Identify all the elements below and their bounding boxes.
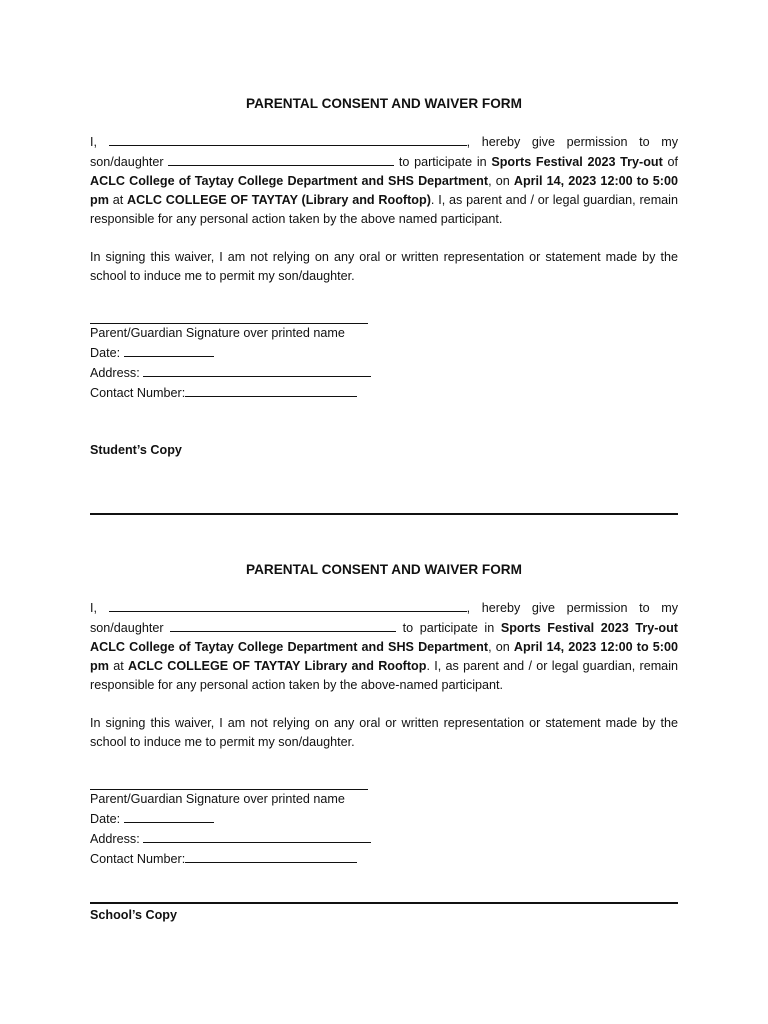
event-venue: ACLC COLLEGE OF TAYTAY (Library and Rooftop) — [127, 193, 431, 207]
signature-label: Parent/Guardian Signature over printed name — [90, 792, 345, 806]
signature-block — [90, 308, 678, 403]
text-participate: to participate in — [396, 621, 501, 635]
date-field — [90, 343, 678, 363]
date-label: Date: — [90, 812, 124, 826]
text-on: , on — [488, 640, 514, 654]
event-datetime: April 14, 2023 12:00 to 5:00 pm — [90, 174, 678, 207]
address-blank[interactable] — [143, 829, 371, 843]
child-name-blank[interactable] — [168, 152, 394, 166]
text-on: , on — [488, 174, 514, 188]
contact-blank[interactable] — [185, 849, 357, 863]
signature-line[interactable] — [90, 308, 368, 324]
signature-line[interactable] — [90, 774, 368, 790]
date-blank[interactable] — [124, 343, 214, 357]
event-name: Sports Festival 2023 Try-out — [500, 621, 679, 635]
permission-paragraph — [90, 598, 678, 695]
waiver-paragraph: In signing this waiver, I am not relying on any oral or written representation or statement made by the school to induce me to permit my son/daughter. — [90, 250, 678, 283]
address-label: Address: — [90, 832, 144, 846]
text-at: at — [108, 659, 128, 673]
date-label: Date: — [90, 346, 124, 360]
waiver-paragraph: In signing this waiver, I am not relying on any oral or written representation or statement made by the school to induce me to permit my son/daughter. — [90, 716, 678, 749]
contact-field — [90, 849, 678, 869]
child-name-blank[interactable] — [170, 618, 396, 632]
text-participate: to participate in — [394, 155, 492, 169]
date-field — [90, 809, 678, 829]
text-at: at — [108, 193, 128, 207]
organization-name: ACLC College of Taytay College Department and SHS Department — [90, 174, 489, 188]
text-i: I, — [90, 601, 97, 615]
cut-divider — [90, 513, 678, 515]
consent-form-school — [90, 560, 678, 869]
permission-paragraph — [90, 132, 678, 229]
address-field — [90, 363, 678, 383]
parent-name-blank[interactable] — [109, 132, 467, 146]
contact-label: Contact Number: — [90, 386, 186, 400]
organization-name: ACLC College of Taytay College Department and SHS Department — [90, 640, 489, 654]
signature-label: Parent/Guardian Signature over printed name — [90, 326, 345, 340]
contact-field — [90, 383, 678, 403]
event-datetime: April 14, 2023 12:00 to 5:00 pm — [90, 640, 678, 673]
bottom-divider — [90, 902, 678, 904]
contact-blank[interactable] — [185, 383, 357, 397]
copy-label: School’s Copy — [90, 908, 177, 922]
text-i: I, — [90, 135, 97, 149]
text-responsibility: . I, as parent and / or legal guardian, remain responsible for any personal action taken by the above named participant. — [90, 193, 678, 226]
text-responsibility: . I, as parent and / or legal guardian, remain responsible for any personal action taken by the above-named participant. — [90, 659, 678, 692]
event-venue: ACLC COLLEGE OF TAYTAY Library and Rooftop — [128, 659, 427, 673]
address-field — [90, 829, 678, 849]
parent-name-blank[interactable] — [109, 598, 467, 612]
contact-label: Contact Number: — [90, 852, 186, 866]
consent-form-student — [90, 94, 678, 460]
form-title: PARENTAL CONSENT AND WAIVER FORM — [246, 562, 522, 577]
text-of: of — [662, 155, 679, 169]
date-blank[interactable] — [124, 809, 214, 823]
form-title: PARENTAL CONSENT AND WAIVER FORM — [246, 96, 522, 111]
text-permission: , hereby give permission to my son/daughter — [90, 601, 678, 635]
signature-block — [90, 774, 678, 869]
event-name: Sports Festival 2023 Try-out — [491, 155, 663, 169]
copy-label: Student’s Copy — [90, 443, 182, 457]
text-permission: , hereby give permission to my son/daughter — [90, 135, 678, 169]
address-label: Address: — [90, 366, 144, 380]
address-blank[interactable] — [143, 363, 371, 377]
